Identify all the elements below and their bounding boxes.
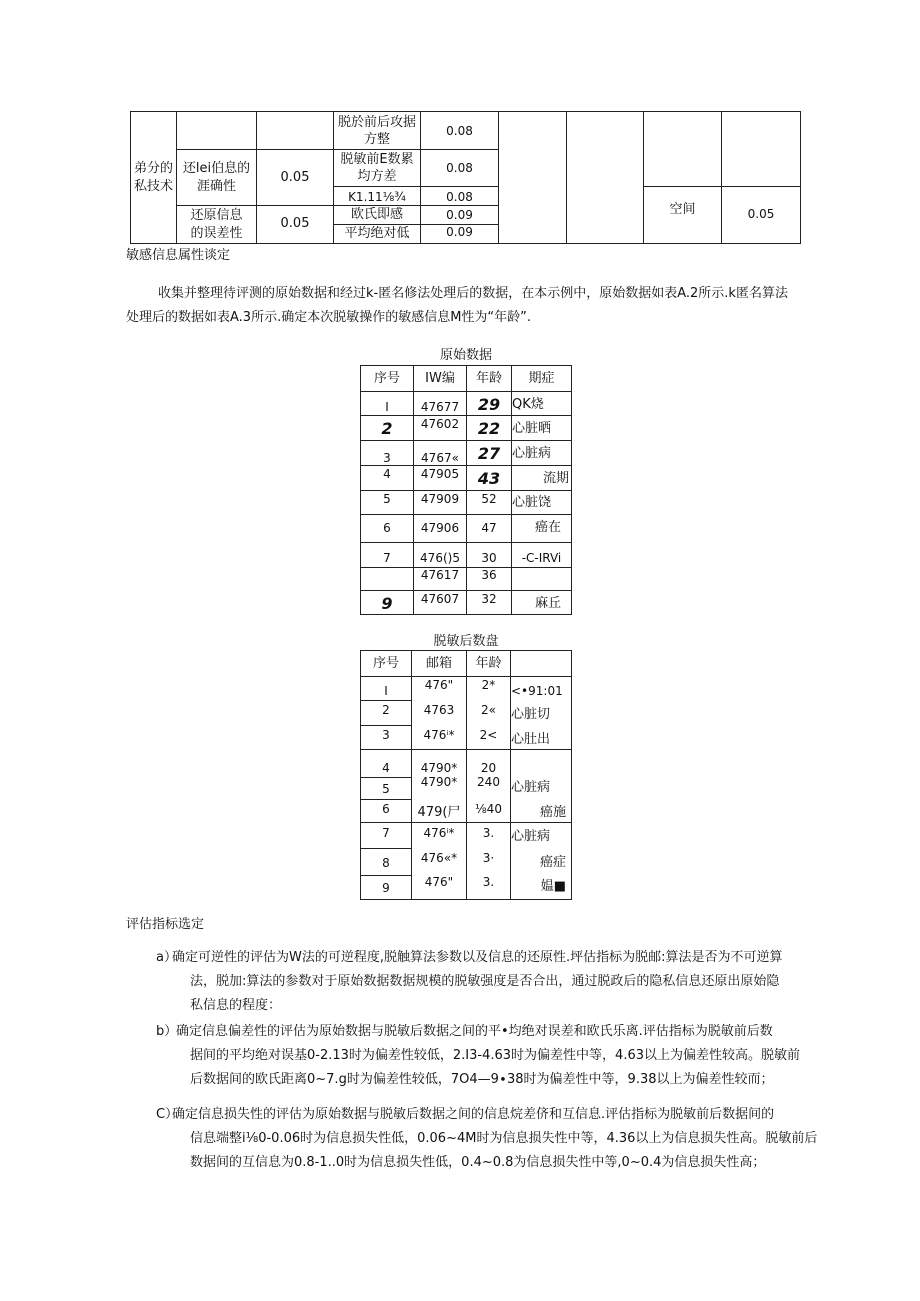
table-cell: 29 xyxy=(477,395,501,414)
table-cell: 4 xyxy=(382,761,390,775)
table-cell: 47617 xyxy=(420,568,460,582)
header-cell: 年龄 xyxy=(475,371,502,386)
space-value: 0.05 xyxy=(747,207,775,221)
table-cell: 2* xyxy=(481,678,496,692)
table-col xyxy=(571,650,572,899)
table-cell: 20 xyxy=(480,761,497,775)
table-cell: 7 xyxy=(382,826,390,840)
table-cell: 479(尸 xyxy=(417,805,461,820)
header-cell: 序号 xyxy=(372,656,399,671)
header-cell: IW编 xyxy=(425,371,455,386)
table-cell: 3 xyxy=(382,728,390,742)
table-cell: 媪■ xyxy=(540,879,566,894)
metric-label: K1.11⅛¾ xyxy=(348,190,406,204)
top-table-border-right xyxy=(800,111,801,243)
sub1-weight: 0.05 xyxy=(280,170,310,185)
list-line: 信息端整i⅛0-0.06时为信息损失性低，0.06~4M时为信息损失性中等，4.36以上为信息损失性高。脱敏前后 xyxy=(190,1131,818,1146)
list-line: 确定可逆性的评估为W法的可逆程度,脱触算法参数以及信息的还原性.坪估指标为脱邮:算法是否为不可逆算 xyxy=(172,950,783,965)
table-cell: 4790* xyxy=(420,761,458,775)
list-line: 据间的平均绝对误基0-2.13时为偏差性较低，2.I3-4.63时为偏差性中等，4.63以上为偏差性较高。脱敏前 xyxy=(190,1048,800,1063)
table-cell: 27 xyxy=(477,444,501,463)
table-cell: 47909 xyxy=(420,492,460,506)
header-cell: 邮箱 xyxy=(425,656,452,671)
table-cell: 9 xyxy=(382,881,390,895)
top-table-rule xyxy=(176,149,498,150)
table-cell: 476«* xyxy=(420,851,458,865)
section-title-evaluation: 评估指标选定 xyxy=(126,917,205,932)
top-table-rule xyxy=(333,186,498,187)
table-cell: 476ⁱ* xyxy=(423,826,455,840)
metric-label: 平均绝对低 xyxy=(344,226,410,241)
table-cell: 47602 xyxy=(420,417,460,431)
table-rule xyxy=(360,614,572,615)
space-label: 空间 xyxy=(669,202,696,217)
table-cell: <•91:01 xyxy=(511,684,563,698)
table-cell: 心脏病 xyxy=(512,446,552,461)
header-cell: 序号 xyxy=(373,371,400,386)
header-cell: 期症 xyxy=(528,371,555,386)
metric-value: 0.08 xyxy=(446,124,473,138)
table-cell: 心脏饶 xyxy=(512,495,552,510)
table-cell: 流期 xyxy=(542,471,569,486)
table-rule xyxy=(360,777,411,778)
table-cell: 476()5 xyxy=(420,551,460,565)
list-marker: b） xyxy=(156,1024,178,1039)
table-cell: 癌施 xyxy=(539,805,566,820)
table-rule xyxy=(360,875,411,876)
table-a3-caption: 脱敏后数盘 xyxy=(433,634,499,649)
sub1-label: 还lei伯息的 涯确性 xyxy=(182,161,251,194)
table-cell: 8 xyxy=(382,856,390,870)
table-cell: 52 xyxy=(481,492,497,506)
table-cell: 2< xyxy=(479,728,498,742)
metric-value: 0.08 xyxy=(446,161,473,175)
table-cell: QK烧 xyxy=(512,397,544,412)
metric-value: 0.08 xyxy=(446,190,473,204)
table-cell: 心脏晒 xyxy=(512,421,552,436)
table-cell: 5 xyxy=(382,782,390,796)
table-cell: 2 xyxy=(382,703,390,717)
table-cell: 476" xyxy=(424,678,454,692)
metric-value: 0.09 xyxy=(446,225,473,239)
table-cell: 3. xyxy=(482,826,495,840)
table-cell: 4790* xyxy=(420,775,458,789)
row-head: 弟分的 私技术 xyxy=(133,161,173,194)
table-cell: 9 xyxy=(381,594,393,613)
table-cell: 心脏病 xyxy=(511,829,551,844)
metric-value: 0.09 xyxy=(446,208,473,222)
top-table-rule xyxy=(176,205,498,206)
list-line: 确定信息偏差性的评估为原始数据与脱敏后数据之间的平•均绝对误差和欧氏乐离.评估指标为脱敏前后数 xyxy=(176,1024,773,1039)
table-cell: 47906 xyxy=(420,521,460,535)
table-a2-caption: 原始数据 xyxy=(439,348,492,363)
table-cell: I xyxy=(384,684,388,698)
top-table-col xyxy=(721,111,722,243)
table-cell: 7 xyxy=(383,551,391,565)
top-table-col xyxy=(498,111,499,243)
table-rule xyxy=(360,899,572,900)
top-table-border-top xyxy=(130,111,801,112)
table-cell: 476ⁱ* xyxy=(423,728,455,742)
section-title-sensitive-attr: 敏感信息属性谈定 xyxy=(126,248,231,263)
table-cell: 3 xyxy=(383,451,391,465)
sub2-label: 还原信息 的误差性 xyxy=(190,208,243,241)
table-cell: 240 xyxy=(477,775,500,789)
table-cell: 22 xyxy=(477,419,501,438)
table-cell: 47677 xyxy=(420,400,460,414)
table-cell: 47 xyxy=(481,521,497,535)
table-cell: 癌在 xyxy=(534,520,561,535)
sub2-weight: 0.05 xyxy=(280,216,310,231)
list-line: 法，脱加:算法的参数对于原始数据数据规模的脱敏强度是否合出，通过脱政后的隐私信息还原出原始隐 xyxy=(190,974,780,989)
table-cell: 43 xyxy=(477,469,501,488)
table-cell: 36 xyxy=(481,568,497,582)
top-table-border-bottom xyxy=(130,243,801,244)
top-table-rule xyxy=(643,186,801,187)
metric-label: 欧氏即感 xyxy=(350,207,403,222)
table-cell: -C-IRVi xyxy=(521,551,562,565)
list-line: 数据间的互信息为0.8-1..0时为信息损失性低，0.4~0.8为信息损失性中等,0~0.4为信息损失性高； xyxy=(190,1155,766,1170)
metric-label: 脱於前后攻据 方整 xyxy=(337,115,416,147)
table-cell: 2 xyxy=(381,419,393,438)
table-cell: 32 xyxy=(481,592,497,606)
table-cell: 4767« xyxy=(421,451,459,465)
table-cell: 心肚出 xyxy=(511,732,551,747)
table-cell: 4763 xyxy=(423,703,455,717)
paragraph-line: 处理后的数据如表A.3所示.确定本次脱敏操作的敏感信息M性为“年龄”. xyxy=(126,310,532,325)
top-table-col xyxy=(643,111,644,243)
paragraph-line: 收集并整理待评测的原始数据和经过k-匿名修法处理后的数据，在本示例中，原始数据如表A.2所示.k匿名算法 xyxy=(158,286,788,301)
table-rule xyxy=(360,725,411,726)
table-cell: ⅛40 xyxy=(475,802,502,816)
list-line: 后数据间的欧氏距离0~7.g时为偏差性较低，7O4—9∙38时为偏差性中等，9.38以上为偏差性较而； xyxy=(190,1072,774,1087)
table-cell: 麻丘 xyxy=(534,596,561,611)
list-marker: C） xyxy=(156,1107,179,1122)
list-marker: a） xyxy=(156,950,177,965)
table-cell: 30 xyxy=(481,551,497,565)
table-cell: 心脏病 xyxy=(511,780,551,795)
table-cell: 6 xyxy=(382,802,390,816)
table-cell: 5 xyxy=(383,492,391,506)
table-cell: 心脏切 xyxy=(511,707,551,722)
table-cell: 癌症 xyxy=(539,855,566,870)
table-cell: 47607 xyxy=(420,592,460,606)
table-col xyxy=(571,365,572,614)
table-cell: I xyxy=(385,400,389,414)
top-table-col xyxy=(566,111,567,243)
table-rule xyxy=(360,799,411,800)
list-line: 确定信息损失性的评估为原始数据与脱敏后数据之间的信息烷差侪和互信息.评估指标为脱敏前后数据间的 xyxy=(172,1107,775,1122)
list-line: 私信息的程度： xyxy=(190,998,282,1013)
table-cell: 6 xyxy=(383,521,391,535)
table-cell: 476" xyxy=(424,875,454,889)
table-cell: 2« xyxy=(481,703,496,717)
table-cell: 3. xyxy=(482,875,495,889)
header-cell: 年龄 xyxy=(475,656,502,671)
table-rule xyxy=(360,848,411,849)
table-cell: 47905 xyxy=(420,467,460,481)
table-cell: 4 xyxy=(383,467,391,481)
table-cell: 3· xyxy=(482,851,495,865)
table-rule xyxy=(360,700,411,701)
metric-label: 脱敏前E数累 均方差 xyxy=(340,152,414,184)
